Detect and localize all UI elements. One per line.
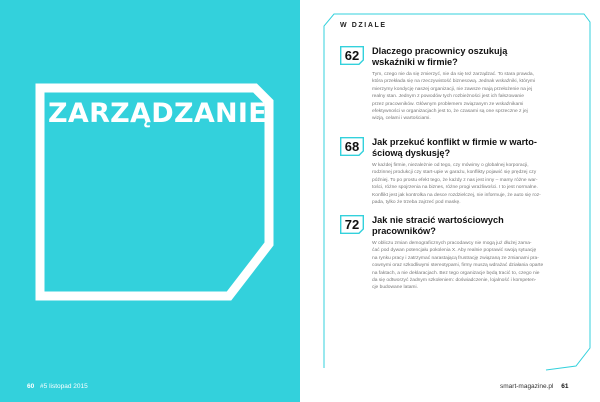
section-label: W DZIALE [340,22,387,29]
section-title: ZARZĄDZANIE [48,98,268,129]
article-headline[interactable]: Dlaczego pracownicy oszukują wskaźniki w firmie? [372,46,508,67]
article-page-number: 62 [344,48,360,63]
right-page-number: 61 [561,383,569,390]
article-page-number: 72 [344,217,360,232]
right-page [300,0,600,402]
page-number-box [340,46,364,65]
article-body: Tym, czego nie da się zmierzyć, nie da się też zarządzać. To stara prawda, która przekłada się na rzeczywistość biznesową. Jednak wskaźniki, którymi mierzymy kondycję naszej organizacji, nie zawsze mają przełożenie na jej realny stan. Jednym z powodów tych rozbieżności jest ich fałszowanie przez pracowników. Głównym problemem związanym ze wskaźnikami efektywności w organizacjach jest to, że czasami są one sprzeczne z jej wizją, celami i wartościami. [372,72,536,122]
article-headline[interactable]: Jak przekuć konflikt w firmie w warto- ściową dyskusję? [372,137,537,158]
page-number-box [340,137,364,156]
page-number-box [340,215,364,234]
article-headline[interactable]: Jak nie stracić wartościowych pracowników? [372,215,504,236]
left-page-footer [27,383,88,390]
left-page-number: 60 [27,383,35,390]
site-url[interactable]: smart-magazine.pl [500,383,554,390]
right-page-footer [500,383,569,390]
article-body: W każdej firmie, niezależnie od tego, czy mówimy o globalnej korporacji, rodzinnej produkcji czy start-upie w garażu, konflikty pojawić się prędzej czy później. To po prostu efekt tego, że każdy z nas jest inny – mamy różne war- tości, różne spojrzenia na biznes, różne progi wrażliwości. I to jest normalne. Konflikt jest jak kontrolka na desce rozdzielczej, nie informuje, że auto się roz- pada, tylko że trzeba zajrzeć pod maskę. [372,163,541,206]
article-body: W obliczu zmian demograficznych pracodawcy nie mogą już dłużej zama- ćać pod dywan potencjału pokolenia X. Aby realnie poprawić swoją sytuację na rynku pracy i zatrzymać narastającą frustrację związaną ze zmianami pra- cownymi oraz szkodliwymi stereotypami, firmy muszą wdrażać działania oparte na faktach, a nie deklaracjach. Bez tego organizacje będą tracić to, czego nie da się odtworzyć żadnym szkoleniem: doświadczenie, lojalność i kompeten- cje budowane latami. [372,241,544,291]
issue-label: #5 listopad 2015 [40,383,88,390]
article-page-number: 68 [344,139,360,154]
